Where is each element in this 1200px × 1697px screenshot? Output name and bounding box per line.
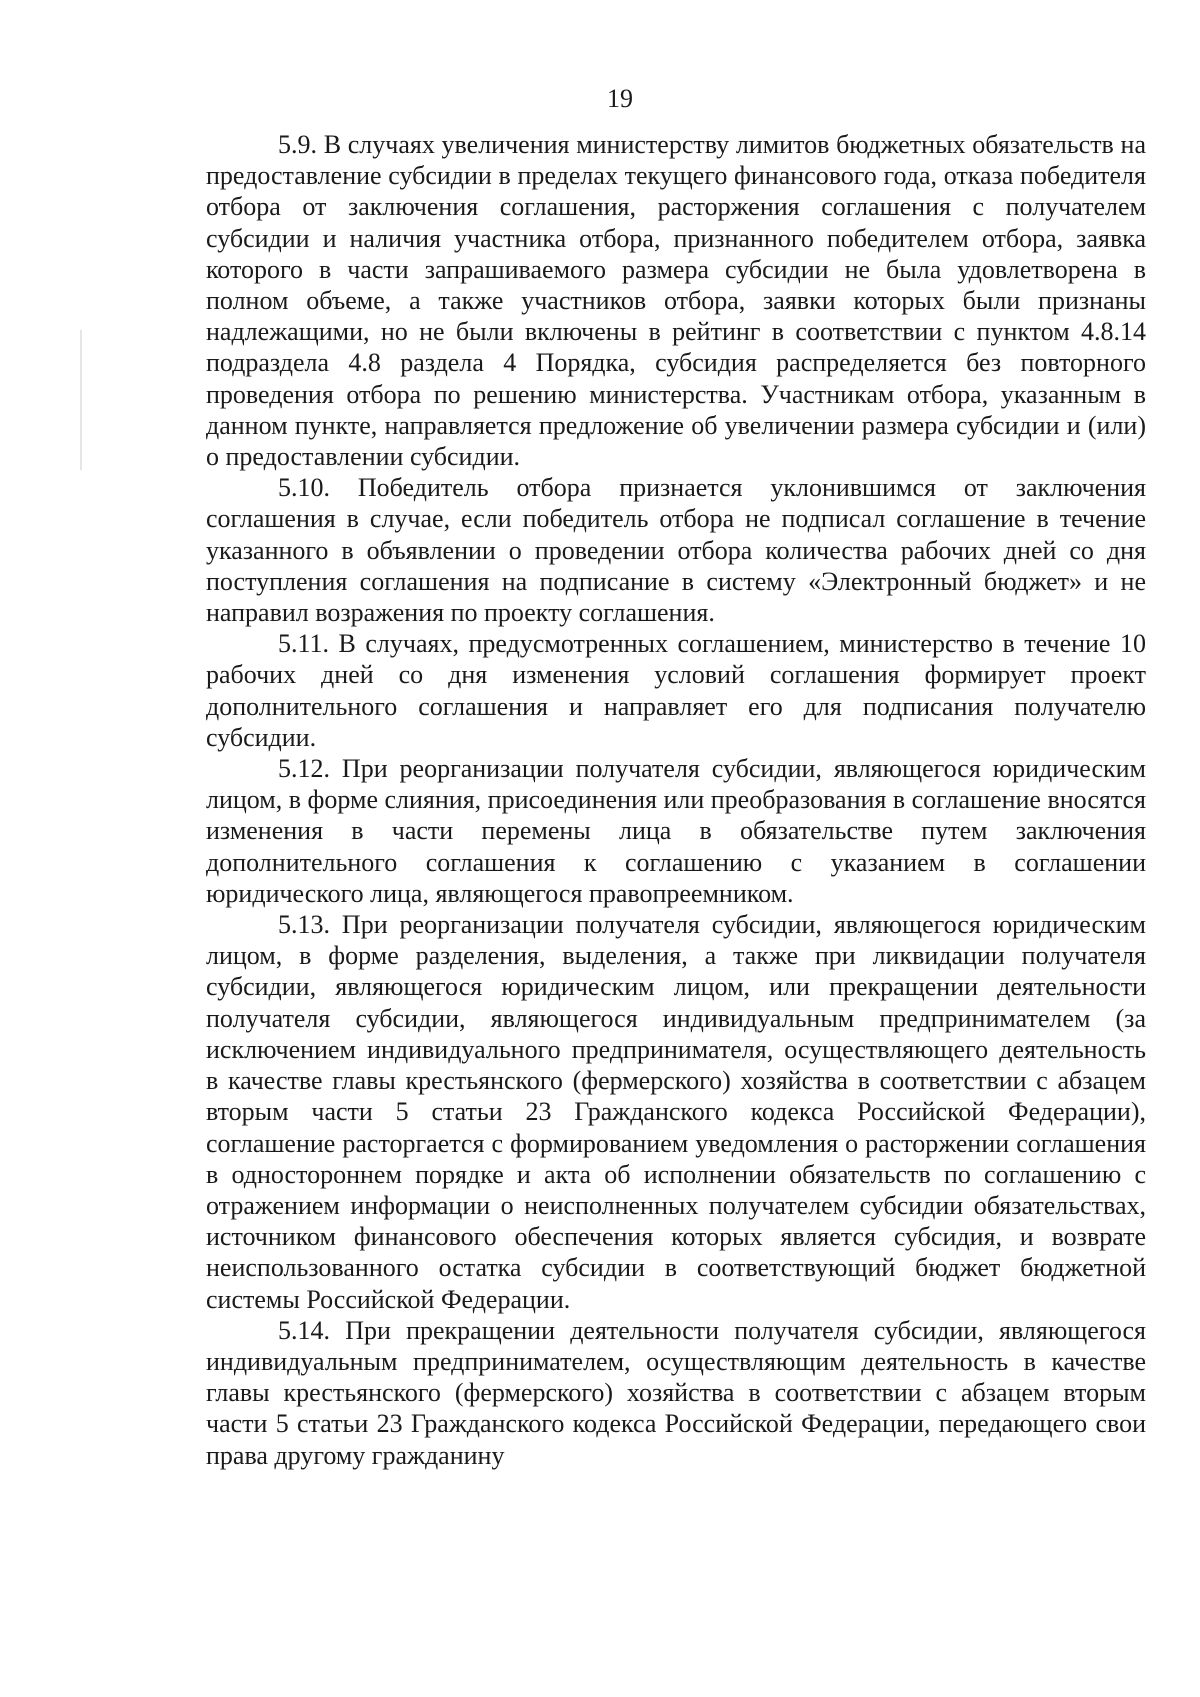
paragraph-5-9: 5.9. В случаях увеличения министерству лимитов бюджетных обязательств на предоставление субсидии в пределах текущего финансового года, отказа победителя отбора от заключения соглашения, расторжения соглашения с получателем субсидии и наличия участника отбора, признанного победителем отбора, заявка которого в части запрашиваемого размера субсидии не была удовлетворена в полном объеме, а также участников отбора, заявки которых были признаны надлежащими, но не были включены в рейтинг в соответствии с пунктом 4.8.14 подраздела 4.8 раздела 4 Порядка, субсидия распределяется без повторного проведения отбора по решению министерства. Участникам отбора, указанным в данном пункте, направляется предложение об увеличении размера субсидии и (или) о предоставлении субсидии.	[206, 130, 1146, 472]
paragraph-5-13: 5.13. При реорганизации получателя субсидии, являющегося юридическим лицом, в форме разделения, выделения, а также при ликвидации получателя субсидии, являющегося юридическим лицом, или прекращении деятельности получателя субсидии, являющегося индивидуальным предпринимателем (за исключением индивидуального предпринимателя, осуществляющего деятельность в качестве главы крестьянского (фермерского) хозяйства в соответствии с абзацем вторым части 5 статьи 23 Гражданского кодекса Российской Федерации), соглашение расторгается с формированием уведомления о расторжении соглашения в одностороннем порядке и акта об исполнении обязательств по соглашению с отражением информации о неисполненных получателем субсидии обязательствах, источником финансового обеспечения которых является субсидия, и возврате неиспользованного остатка субсидии в соответствующий бюджет бюджетной системы Российской Федерации.	[206, 910, 1146, 1314]
page-number: 19	[607, 84, 633, 113]
document-body	[206, 129, 1146, 1471]
paragraph-5-14: 5.14. При прекращении деятельности получателя субсидии, являющегося индивидуальным предпринимателем, осуществляющим деятельность в качестве главы крестьянского (фермерского) хозяйства в соответствии с абзацем вторым части 5 статьи 23 Гражданского кодекса Российской Федерации, передающего свои права другому гражданину	[206, 1315, 1146, 1470]
paragraph-5-11: 5.11. В случаях, предусмотренных соглашением, министерство в течение 10 рабочих дней со дня изменения условий соглашения формирует проект дополнительного соглашения и направляет его для подписания получателю субсидии.	[206, 629, 1146, 752]
paragraph-5-10: 5.10. Победитель отбора признается уклонившимся от заключения соглашения в случае, если победитель отбора не подписал соглашение в течение указанного в объявлении о проведении отбора количества рабочих дней со дня поступления соглашения на подписание в систему «Электронный бюджет» и не направил возражения по проекту соглашения.	[206, 473, 1146, 628]
scan-margin-mark	[80, 330, 82, 470]
paragraph-5-12: 5.12. При реорганизации получателя субсидии, являющегося юридическим лицом, в форме слияния, присоединения или преобразования в соглашение вносятся изменения в части перемены лица в обязательстве путем заключения дополнительного соглашения к соглашению с указанием в соглашении юридического лица, являющегося правопреемником.	[206, 754, 1146, 908]
